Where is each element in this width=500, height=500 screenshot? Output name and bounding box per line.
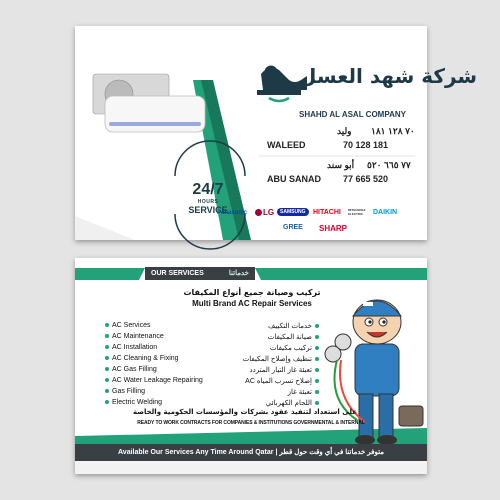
- services-tab-ar: خدماتنا: [228, 270, 249, 277]
- footer-bottom: [75, 461, 427, 474]
- business-card-front: [75, 26, 478, 240]
- bullet-icon: [105, 345, 109, 349]
- service-item-ar: [223, 344, 319, 352]
- contact-2-phone-en: 77 665 520: [343, 174, 389, 184]
- brand-lg-label: LG: [263, 208, 275, 217]
- contact-1-name-en: WALEED: [267, 140, 306, 150]
- business-card-back: [75, 258, 427, 474]
- brand-panasonic: Panasonic: [217, 210, 248, 216]
- service-label: خدمات التكييف: [268, 323, 312, 330]
- logo-swoosh-icon: [269, 98, 289, 101]
- bullet-icon: [105, 378, 109, 382]
- service-label: اللحام الكهربائي: [265, 400, 312, 407]
- service-label: تعبئة غاز: [287, 389, 312, 396]
- bullet-icon: [105, 323, 109, 327]
- company-name-arabic: شركة شهد العسل: [299, 64, 478, 88]
- contact-2-name-en: ABU SANAD: [267, 174, 321, 184]
- contact-1-name-ar: وليد: [337, 126, 352, 136]
- contact-1-phone-ar: ٧٠ ١٢٨ ١٨١: [371, 126, 415, 136]
- light-corner: [75, 166, 135, 240]
- service-item-ar: [223, 366, 319, 374]
- service-item-ar: [223, 322, 319, 330]
- bullet-icon: [105, 334, 109, 338]
- footer-availability: Available Our Services Any Time Around Qatar | متوفر خدماتنا في أي وقت حول قطر: [75, 444, 427, 461]
- service-label: Gas Filling: [112, 388, 146, 395]
- services-tab: [145, 267, 255, 280]
- lg-logo-icon: [255, 209, 262, 216]
- ready-contracts-arabic: على استعداد لتنفيذ عقود بشركات والمؤسسات الحكومية والخاصة: [133, 408, 357, 416]
- service-item-en: [105, 388, 145, 395]
- brand-sharp: SHARP: [319, 224, 348, 233]
- header-teal-left: [75, 268, 145, 280]
- bullet-icon: [105, 356, 109, 360]
- service-label: AC Services: [112, 322, 151, 329]
- bullet-icon: [105, 400, 109, 404]
- service-label: إصلاح تسرب المياه AC: [245, 378, 312, 385]
- service-label: AC Installation: [112, 344, 158, 351]
- service-item-en: [105, 399, 162, 406]
- indoor-ac-unit: [105, 96, 205, 132]
- logo-bar: [257, 90, 301, 95]
- headline-arabic: تركيب وصيانة جميع أنواع المكيفات: [183, 288, 321, 297]
- service-item-ar: [223, 333, 319, 341]
- service-item-en: [105, 355, 179, 362]
- brand-daikin: DAIKIN: [373, 209, 398, 216]
- ready-contracts-english: READY TO WORK CONTRACTS FOR COMPANIES & INSTITUTIONS GOVERNMENTAL & INTERNAL: [137, 420, 365, 426]
- service-label: AC Water Leakage Repairing: [112, 377, 203, 384]
- service-item-en: [105, 377, 203, 384]
- bullet-icon: [105, 367, 109, 371]
- service-item-ar: [223, 388, 319, 396]
- service-item-en: [105, 333, 164, 340]
- technician-mascot-icon: [319, 286, 429, 451]
- service-item-en: [105, 322, 151, 329]
- hours-24-7: 24/7: [192, 181, 224, 198]
- company-name-english: SHAHD AL ASAL COMPANY: [299, 110, 406, 119]
- service-label: SERVICE: [188, 205, 228, 215]
- service-item-ar: [223, 377, 319, 385]
- brand-gree: GREE: [283, 224, 303, 231]
- service-item-ar: [223, 399, 319, 407]
- service-item-ar: [223, 355, 319, 363]
- services-tab-en: OUR SERVICES: [151, 270, 204, 277]
- service-label: تركيب مكيفات: [269, 345, 312, 352]
- bullet-icon: [105, 389, 109, 393]
- service-label: تنظيف وإصلاح المكيفات: [242, 356, 312, 363]
- service-label: تعبئة غاز التيار المتردد: [249, 367, 312, 374]
- hours-label: HOURS: [197, 199, 219, 205]
- contact-2-name-ar: أبو سند: [327, 160, 355, 170]
- contact-2-phone-ar: ٧٧ ٦٦٥ ٥٢٠: [367, 160, 411, 170]
- service-label: صيانة المكيفات: [267, 334, 312, 341]
- service-label: AC Cleaning & Fixing: [112, 355, 179, 362]
- service-item-en: [105, 366, 157, 373]
- brand-samsung: SAMSUNG: [277, 208, 309, 216]
- header-teal-right: [255, 268, 427, 280]
- service-label: AC Maintenance: [112, 333, 164, 340]
- service-item-en: [105, 344, 157, 351]
- brand-lg: [255, 208, 274, 217]
- contact-1-phone-en: 70 128 181: [343, 140, 389, 150]
- service-label: Electric Welding: [112, 399, 163, 406]
- headline-english: Multi Brand AC Repair Services: [192, 299, 312, 308]
- service-label: AC Gas Filling: [112, 366, 157, 373]
- brand-hitachi: HITACHI: [313, 209, 341, 216]
- brand-mitsubishi: MITSUBISHI ELECTRIC: [348, 208, 366, 216]
- ac-vent-icon: [109, 122, 201, 126]
